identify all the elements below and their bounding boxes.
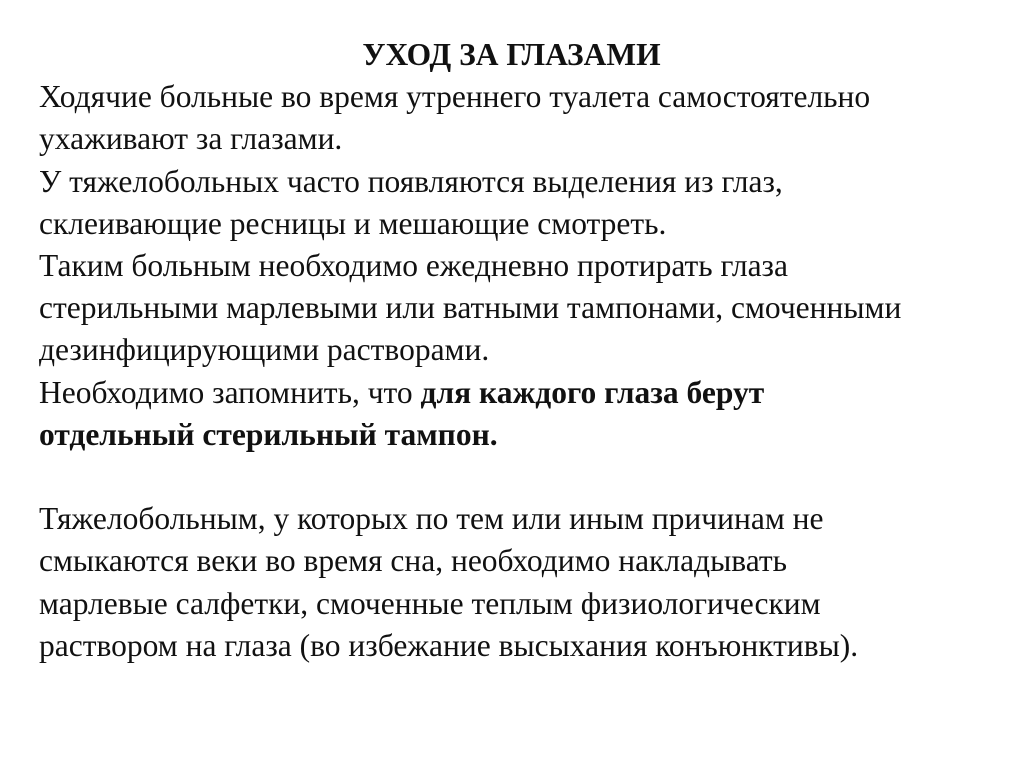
- paragraph-discharge: У тяжелобольных часто появляются выделения из глаз, склеивающие ресницы и мешающие смотреть.: [39, 163, 783, 241]
- remember-lead-text: Необходимо запомнить, что: [39, 374, 421, 410]
- remember-bold-text: для каждого глаза берут отдельный стерильный тампон.: [39, 374, 765, 452]
- paragraph-walking-patients: Ходячие больные во время утреннего туалета самостоятельно ухаживают за глазами.: [39, 79, 871, 157]
- paragraph-eyelids: Тяжелобольным, у которых по тем или иным причинам не смыкаются веки во время сна, необходимо накладывать марлевые салфетки, смоченные теплым физиологическим раствором на глаза (во избежание высыхания конъюнктивы).: [39, 501, 859, 663]
- paragraph-spacer: [39, 456, 984, 498]
- paragraph-wiping-eyes: Таким больным необходимо ежедневно протирать глаза стерильными марлевыми или ватными тампонами, смоченными дезинфицирующими растворами.: [39, 248, 902, 368]
- slide-title: УХОД ЗА ГЛАЗАМИ: [362, 37, 661, 72]
- paragraph-remember: [39, 372, 984, 456]
